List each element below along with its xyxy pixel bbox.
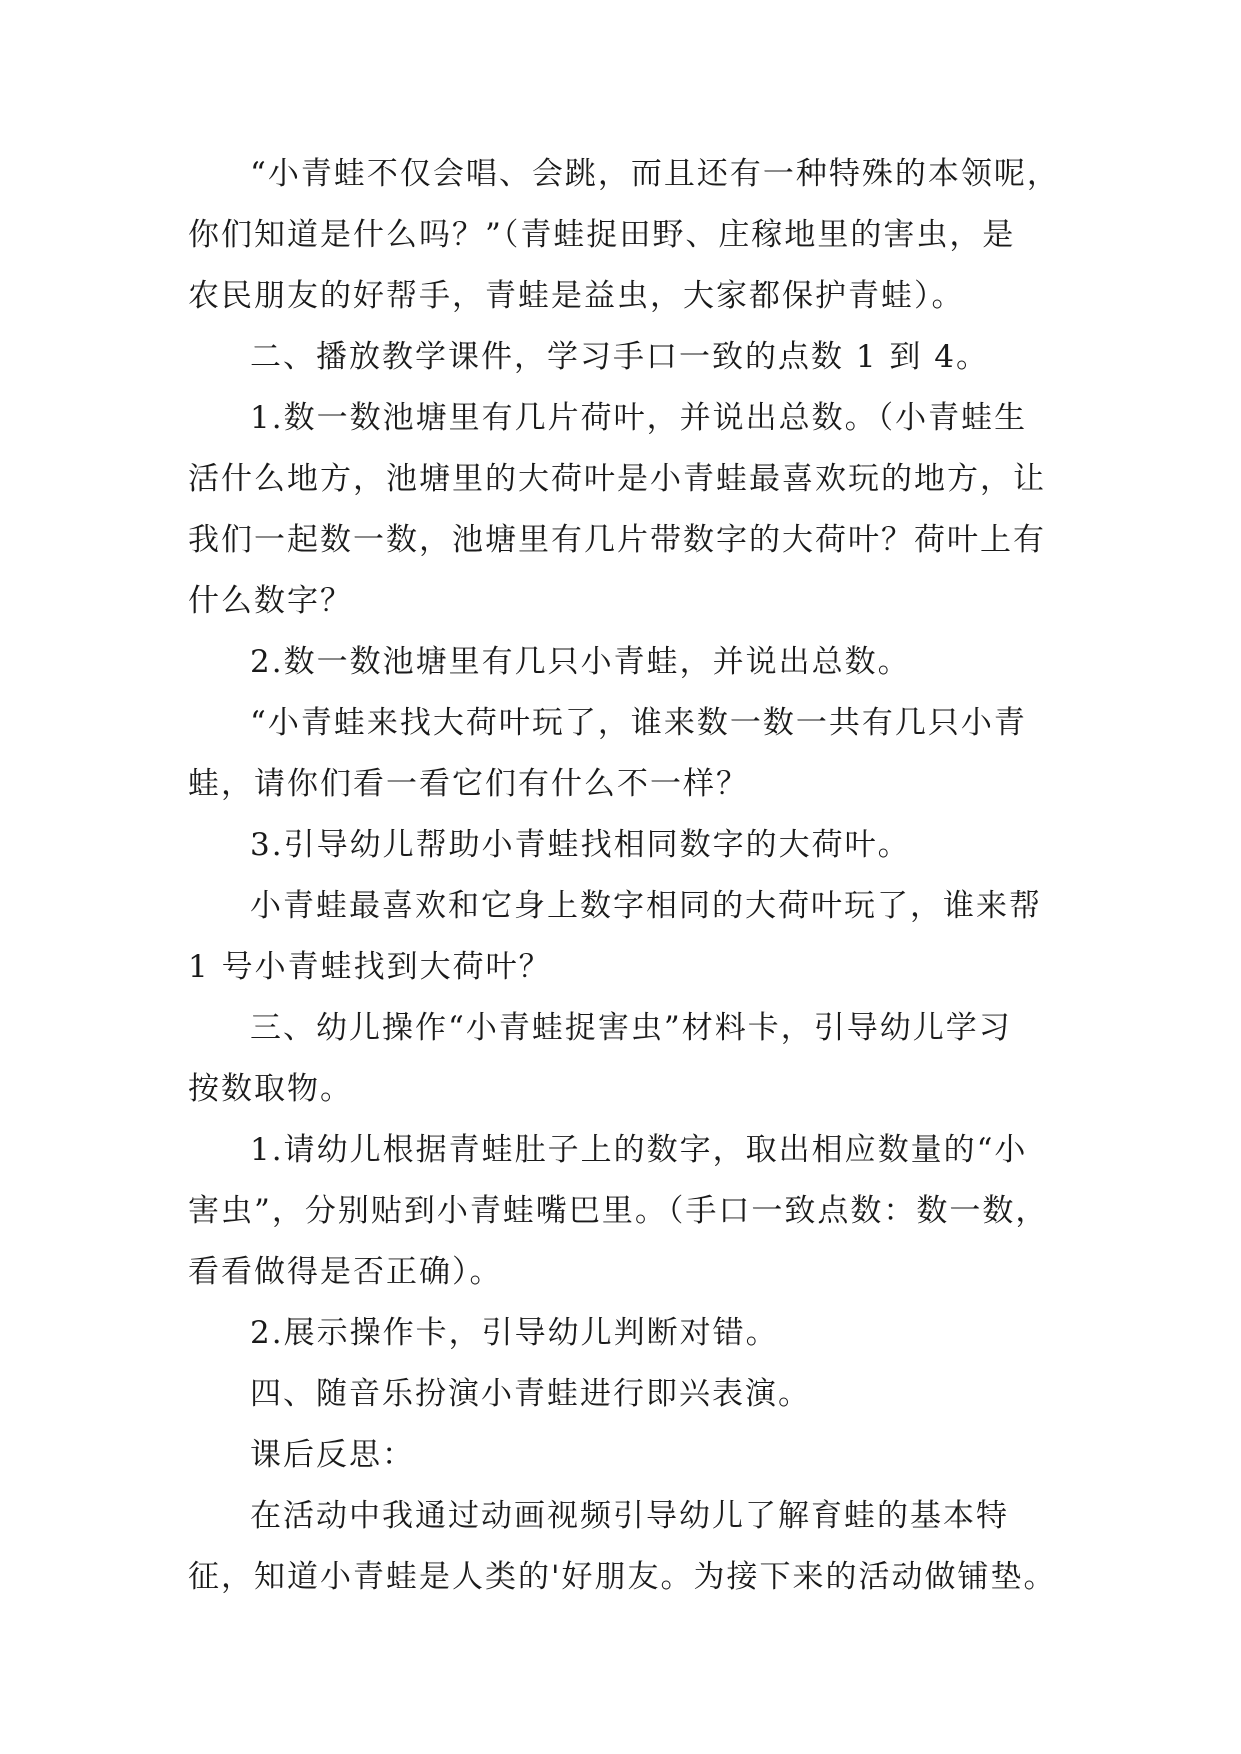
text-line-3: 农民朋友的好帮手，青蛙是益虫，大家都保护青蛙）。 — [188, 278, 965, 314]
text-line-6: 活什么地方，池塘里的大荷叶是小青蛙最喜欢玩的地方，让 — [188, 461, 1046, 497]
text-line-2: 你们知道是什么吗？”（青蛙捉田野、庄稼地里的害虫，是 — [188, 217, 1016, 253]
text-line-11: 蛙，请你们看一看它们有什么不一样？ — [188, 766, 749, 802]
text-line-16: 按数取物。 — [188, 1071, 353, 1107]
text-line-1: “小青蛙不仅会唱、会跳，而且还有一种特殊的本领呢， — [250, 156, 1060, 192]
text-line-21: 四、随音乐扮演小青蛙进行即兴表演。 — [250, 1376, 811, 1412]
text-line-13: 小青蛙最喜欢和它身上数字相同的大荷叶玩了，谁来帮 — [250, 888, 1042, 924]
text-line-17: 1.请幼儿根据青蛙肚子上的数字，取出相应数量的“小 — [250, 1132, 1028, 1168]
text-line-23: 在活动中我通过动画视频引导幼儿了解育蛙的基本特 — [250, 1498, 1009, 1534]
text-line-20: 2.展示操作卡，引导幼儿判断对错。 — [250, 1315, 779, 1351]
text-line-8: 什么数字？ — [188, 583, 353, 619]
text-line-18: 害虫”，分别贴到小青蛙嘴巴里。（手口一致点数：数一数， — [188, 1193, 1049, 1229]
text-line-9: 2.数一数池塘里有几只小青蛙，并说出总数。 — [250, 644, 911, 680]
text-line-24: 征，知道小青蛙是人类的'好朋友。为接下来的活动做铺垫。 — [188, 1559, 1057, 1595]
text-line-15: 三、幼儿操作“小青蛙捉害虫”材料卡，引导幼儿学习 — [250, 1010, 1012, 1046]
text-line-22: 课后反思： — [250, 1437, 415, 1473]
text-line-7: 我们一起数一数，池塘里有几片带数字的大荷叶？荷叶上有 — [188, 522, 1046, 558]
text-line-5: 1.数一数池塘里有几片荷叶，并说出总数。（小青蛙生 — [250, 400, 1028, 436]
text-line-4: 二、播放教学课件，学习手口一致的点数 1 到 4。 — [250, 339, 990, 375]
text-line-14: 1 号小青蛙找到大荷叶？ — [188, 949, 552, 985]
text-line-19: 看看做得是否正确）。 — [188, 1254, 503, 1290]
text-line-12: 3.引导幼儿帮助小青蛙找相同数字的大荷叶。 — [250, 827, 911, 863]
text-line-10: “小青蛙来找大荷叶玩了，谁来数一数一共有几只小青 — [250, 705, 1027, 741]
